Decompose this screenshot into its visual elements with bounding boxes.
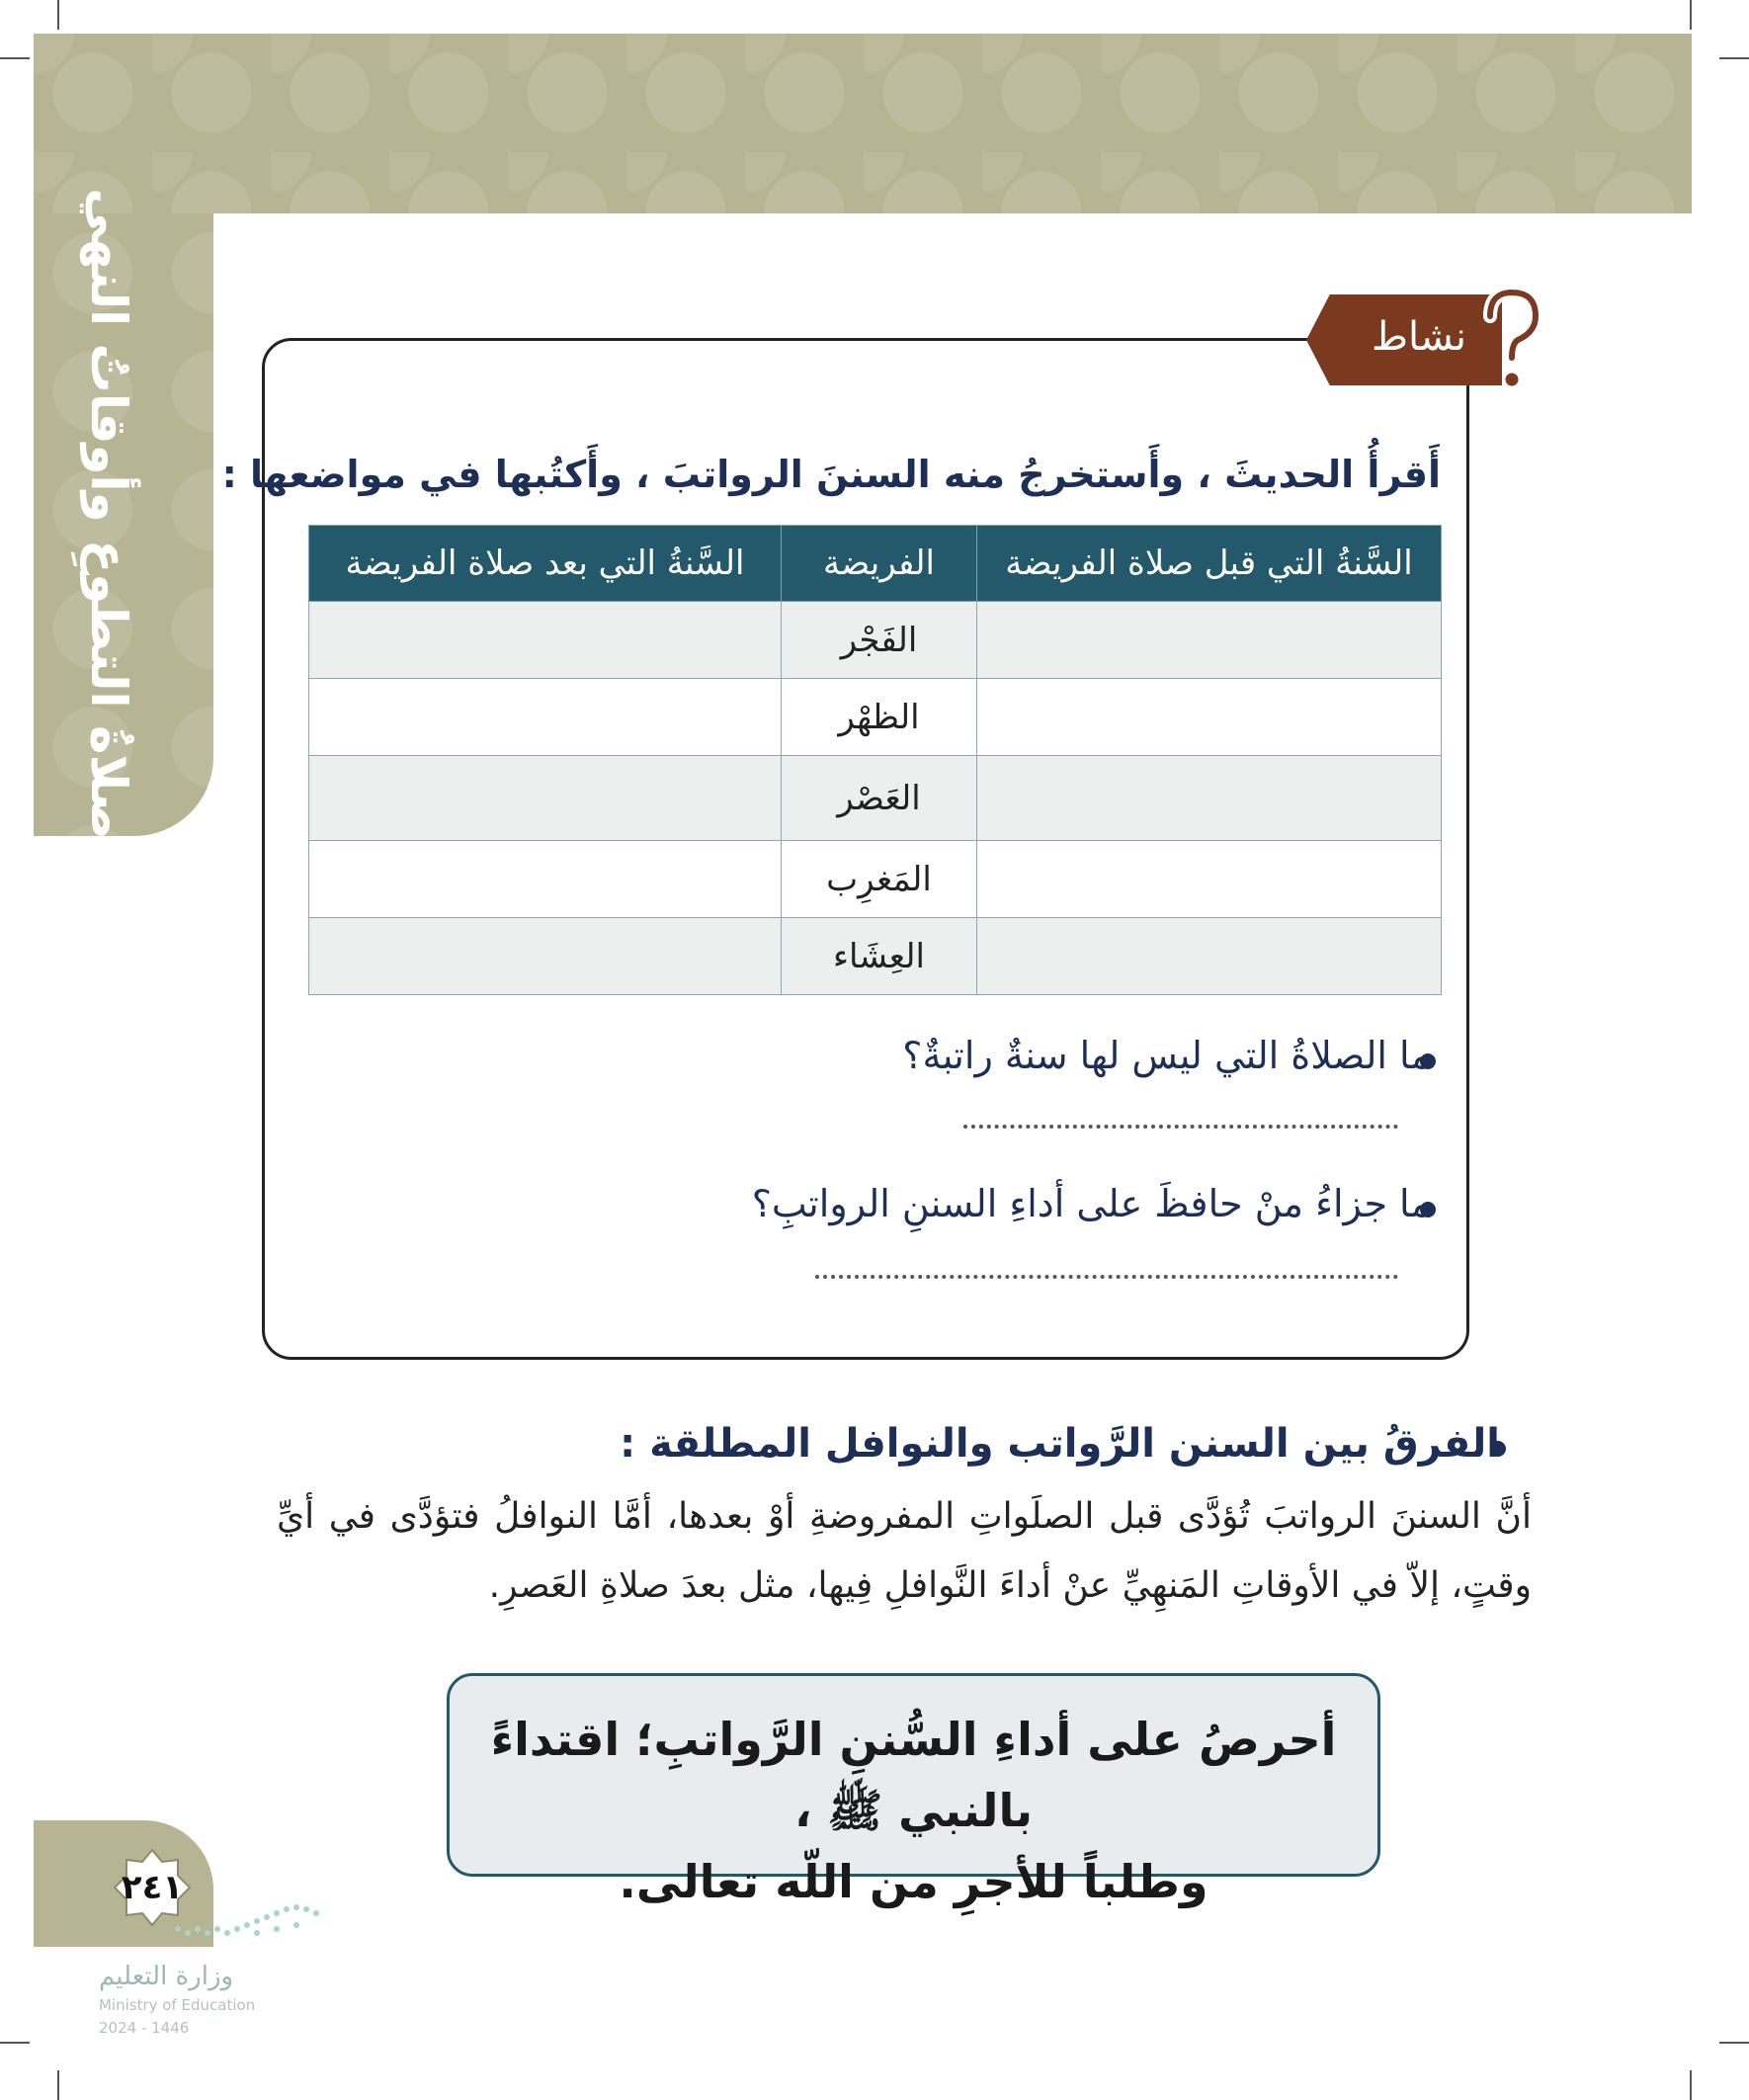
table-row bbox=[309, 756, 1442, 841]
question-no-sunnah: ما الصلاةُ التي ليس لها سنةٌ راتبةٌ؟ bbox=[902, 1034, 1431, 1077]
table-row bbox=[309, 918, 1442, 995]
table-row bbox=[309, 841, 1442, 918]
sunan-table bbox=[308, 525, 1442, 995]
difference-text: أنَّ السننَ الرواتبَ تُؤدَّى قبل الصلَواتِ المفروضةِ أوْ بعدها، أمَّا النوافلُ فتؤدَّى في أيِّ وقتٍ، إلاّ في الأوقاتِ المَنهِيِّ عنْ أداءَ النَّوافلِ فِيها، مثل بعدَ صلاةِ العَصرِ. bbox=[277, 1496, 1532, 1606]
header-pattern-band bbox=[34, 34, 1692, 213]
answer-cell-before[interactable] bbox=[977, 841, 1442, 918]
answer-line[interactable] bbox=[963, 1125, 1398, 1129]
lesson-title: صلاةُ التطوعِ وأوقاتُ النهي bbox=[80, 188, 137, 840]
answer-cell-after[interactable] bbox=[309, 602, 782, 679]
ministry-name-ar: وزارة التعليم bbox=[99, 1962, 234, 1991]
answer-cell-after[interactable] bbox=[309, 841, 782, 918]
answer-line[interactable] bbox=[815, 1275, 1398, 1279]
activity-instruction: أَقرأُ الحديثَ ، وأَستخرجُ منه السننَ الرواتبَ ، وأَكتُبها في مواضعها : bbox=[221, 453, 1441, 496]
crop-mark bbox=[57, 0, 59, 30]
prayer-cell: المَغرِب bbox=[782, 841, 977, 918]
answer-cell-after[interactable] bbox=[309, 918, 782, 995]
difference-heading: الفرقُ بين السنن الرَّواتب والنوافل المطلقة : bbox=[620, 1421, 1500, 1467]
header-before: السَّنةُ التي قبل صلاة الفريضة bbox=[977, 526, 1442, 602]
crop-mark bbox=[57, 2070, 59, 2100]
table-row bbox=[309, 679, 1442, 756]
question-reward: ما جزاءُ منْ حافظَ على أداءِ السننِ الرواتبِ؟ bbox=[751, 1182, 1431, 1225]
crop-mark bbox=[0, 57, 30, 59]
answer-cell-after[interactable] bbox=[309, 756, 782, 841]
answer-cell-before[interactable] bbox=[977, 756, 1442, 841]
crop-mark bbox=[0, 2042, 30, 2044]
header-after: السَّنةُ التي بعد صلاة الفريضة bbox=[309, 526, 782, 602]
prayer-cell: العَصْر bbox=[782, 756, 977, 841]
answer-cell-after[interactable] bbox=[309, 679, 782, 756]
advice-box bbox=[447, 1673, 1380, 1908]
prayer-cell: العِشَاء bbox=[782, 918, 977, 995]
crop-mark bbox=[1719, 57, 1749, 59]
page-number: ٢٤١ bbox=[121, 1868, 184, 1907]
activity-label: نشاط bbox=[1372, 314, 1466, 360]
answer-cell-before[interactable] bbox=[977, 602, 1442, 679]
prayer-cell: الفَجْر bbox=[782, 602, 977, 679]
prayer-cell: الظهْر bbox=[782, 679, 977, 756]
ministry-name-en: Ministry of Education bbox=[99, 1996, 256, 2014]
table-row bbox=[309, 602, 1442, 679]
answer-cell-before[interactable] bbox=[977, 679, 1442, 756]
header-prayer: الفريضة bbox=[782, 526, 977, 602]
ministry-year: 2024 - 1446 bbox=[99, 2019, 190, 2037]
question-mark-icon bbox=[1482, 287, 1541, 395]
crop-mark bbox=[1719, 2042, 1749, 2044]
crop-mark bbox=[1690, 0, 1692, 30]
advice-line-1: أحرصُ على أداءِ السُّننِ الرَّواتبِ؛ اقتداءً بالنبي ﷺ ، bbox=[490, 1713, 1337, 1837]
answer-cell-before[interactable] bbox=[977, 918, 1442, 995]
table-header-row bbox=[309, 526, 1442, 602]
crop-mark bbox=[1690, 2070, 1692, 2100]
ministry-logo-icon bbox=[168, 1899, 326, 1943]
advice-line-2: وطلباً للأجرِ من اللّه تعالى. bbox=[619, 1855, 1208, 1908]
